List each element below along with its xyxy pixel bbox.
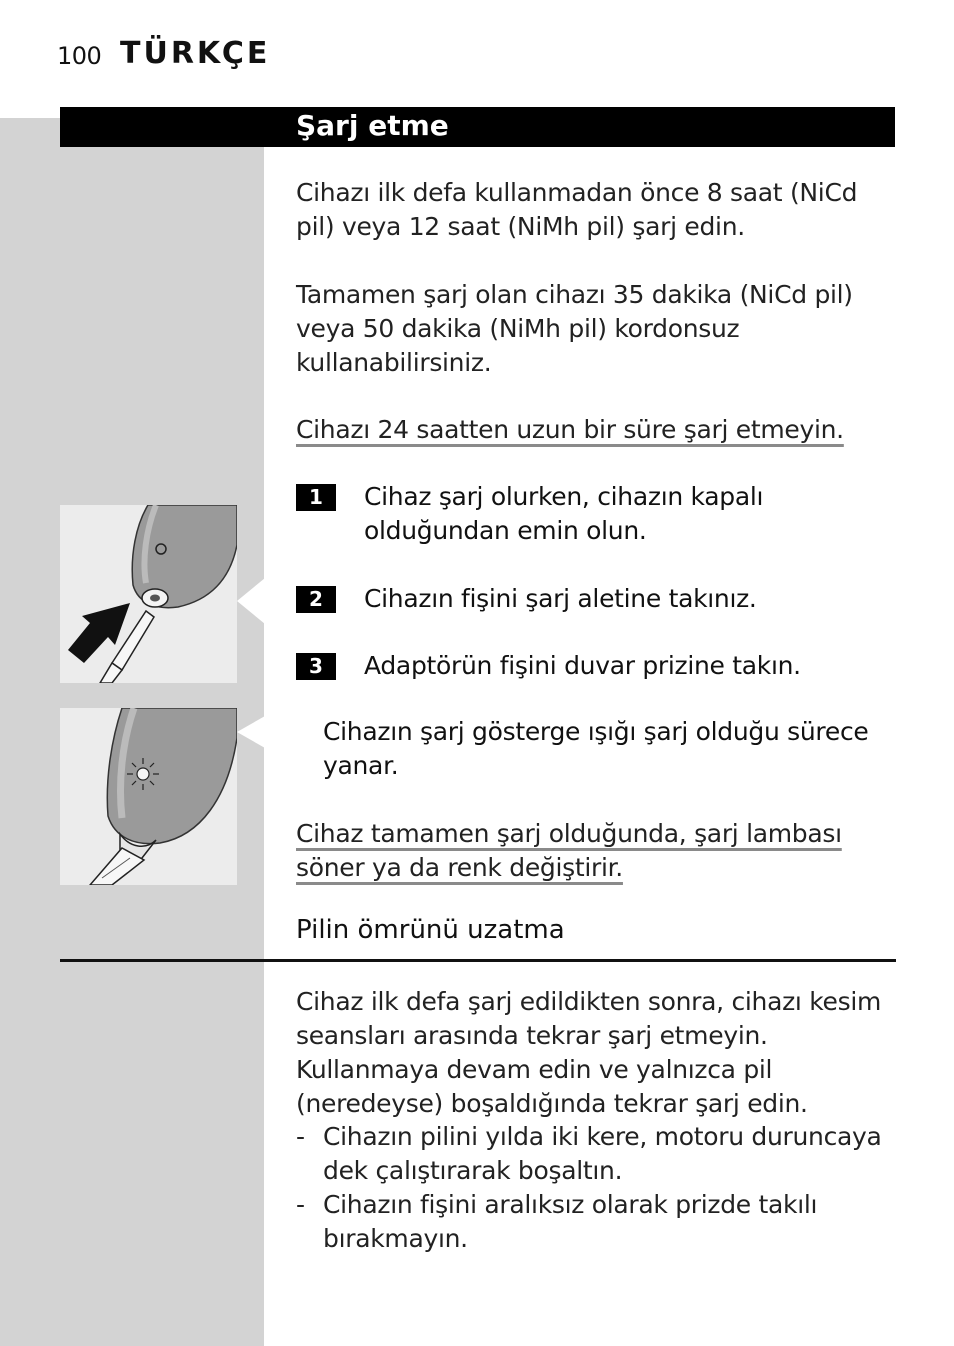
list-item: - Cihazın pilini yılda iki kere, motoru duruncaya dek çalıştırarak boşaltın. <box>296 1122 882 1185</box>
battery-tip-2: Cihazın fişini aralıksız olarak prizde takılı bırakmayın. <box>323 1190 818 1253</box>
step-2-text: Cihazın fişini şarj aletine takınız. <box>364 584 757 613</box>
step-1-text: Cihaz şarj olurken, cihazın kapalı olduğundan emin olun. <box>364 482 764 545</box>
illustration-charge-light <box>60 708 237 885</box>
section-title: Şarj etme <box>296 109 449 142</box>
step-3-number: 3 <box>296 653 336 680</box>
battery-tip-1: Cihazın pilini yılda iki kere, motoru duruncaya dek çalıştırarak boşaltın. <box>323 1122 882 1185</box>
battery-tips-list <box>296 1120 886 1256</box>
callout-pointer-result <box>237 716 265 748</box>
step-3 <box>296 649 876 717</box>
step-1-number: 1 <box>296 484 336 511</box>
step-3-text: Adaptörün fişini duvar prizine takın. <box>364 651 801 680</box>
battery-life-paragraph: Cihaz ilk defa şarj edildikten sonra, cihazı kesim seansları arasında tekrar şarj etmeyin. Kullanmaya devam edin ve yalnızca pil (neredeyse) boşaldığında tekrar şarj edin. <box>296 987 882 1118</box>
intro-paragraph-charge-time: Cihazı ilk defa kullanmadan önce 8 saat (NiCd pil) veya 12 saat (NiMh pil) şarj edin. <box>296 178 858 241</box>
overcharge-warning-note <box>296 413 896 447</box>
list-item: - Cihazın fişini aralıksız olarak prizde takılı bırakmayın. <box>296 1190 818 1253</box>
full-charge-note-text: Cihaz tamamen şarj olduğunda, şarj lambası söner ya da renk değiştirir. <box>296 819 842 882</box>
battery-life-subtitle: Pilin ömrünü uzatma <box>296 915 565 945</box>
intro-paragraph-cordless-time: Tamamen şarj olan cihazı 35 dakika (NiCd pil) veya 50 dakika (NiMh pil) kordonsuz kullanabilirsiniz. <box>296 280 853 377</box>
callout-pointer-step-2 <box>237 578 265 624</box>
page-number: 100 <box>57 42 102 70</box>
step-2 <box>296 582 876 650</box>
language-heading: TÜRKÇE <box>120 36 271 71</box>
step-1 <box>296 480 876 548</box>
overcharge-warning-text: Cihazı 24 saatten uzun bir süre şarj etmeyin. <box>296 415 844 444</box>
illustration-plug-in <box>60 505 237 683</box>
section-header-bar <box>60 107 895 147</box>
subtitle-divider <box>60 959 896 962</box>
charge-light-result: Cihazın şarj gösterge ışığı şarj olduğu sürece yanar. <box>323 717 869 780</box>
full-charge-note <box>296 817 896 885</box>
step-2-number: 2 <box>296 586 336 613</box>
